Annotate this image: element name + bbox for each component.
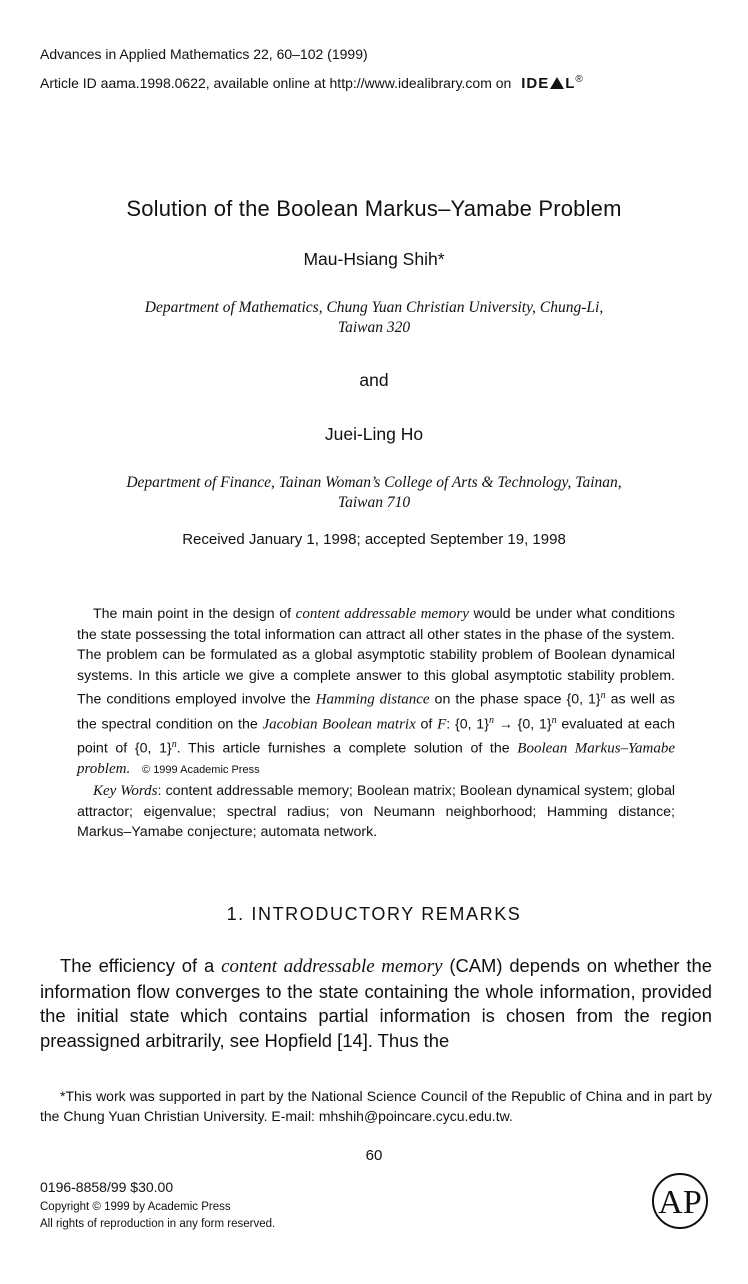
body-paragraph-text (40, 954, 712, 1053)
abstract-text: as well as the spectral condition on the (77, 692, 676, 733)
footer-rights: All rights of reproduction in any form reserved. (40, 1218, 276, 1230)
author-2-affiliation-line-2: Taiwan 710 (337, 494, 411, 511)
author-2-affiliation-line-1: Department of Finance, Tainan Woman’s College of Arts & Technology, Tainan, (126, 474, 622, 491)
abstract-text: The main point in the design of (93, 606, 296, 622)
author-2-affiliation (0, 473, 748, 513)
ideal-logo-text-end: L (565, 75, 576, 92)
ideal-registered-mark: ® (575, 74, 584, 85)
footer-issn: 0196-8858/99 $30.00 (40, 1179, 174, 1195)
body-paragraph (40, 954, 712, 1053)
journal-citation: Advances in Applied Mathematics 22, 60–102 (1999) (40, 46, 368, 62)
abstract-superscript: n (171, 739, 177, 751)
author-conjunction: and (359, 370, 389, 390)
abstract (77, 604, 675, 843)
abstract-superscript: n (551, 714, 557, 726)
author-1-affiliation-line-2: Taiwan 320 (337, 319, 411, 336)
author-1: Mau-Hsiang Shih* (303, 249, 445, 269)
section-heading: 1. INTRODUCTORY REMARKS (226, 904, 522, 924)
ap-logo-letters: AP (658, 1184, 702, 1221)
academic-press-logo-icon (651, 1172, 709, 1230)
abstract-text: evaluated at each point of {0, 1} (77, 716, 676, 757)
abstract-symbol-F: F (437, 716, 447, 733)
abstract-term-hamming: Hamming distance (315, 692, 430, 709)
abstract-superscript: n (488, 714, 494, 726)
page-number: 60 (365, 1147, 383, 1164)
abstract-paragraph (77, 604, 675, 781)
author-1-affiliation-line-1: Department of Mathematics, Chung Yuan Christian University, Chung-Li, (144, 299, 604, 316)
footnote-text: *This work was supported in part by the National Science Council of the Republic of China and in part by the Chung Yuan Christian University. E-mail: mhshih@poincare.cycu.edu.tw. (40, 1088, 712, 1124)
key-words (77, 781, 675, 843)
body-text: The efficiency of a (60, 955, 222, 976)
abstract-text: : {0, 1} (446, 716, 489, 733)
author-2: Juei-Ling Ho (324, 424, 424, 444)
article-id-line (40, 71, 584, 93)
abstract-copyright: © 1999 Academic Press (142, 764, 260, 777)
body-term-cam: content addressable memory (221, 956, 443, 977)
abstract-term-jacobian: Jacobian Boolean matrix (262, 716, 416, 733)
abstract-text: would be under what conditions the state possessing the total information can attract all other states in the phase of the system. The problem can be formulated as a global asymptotic stability problem of Boolean dynamical systems. In this article we give a complete answer to this global asymptotic stability problem. The conditions employed involve the (77, 606, 675, 709)
abstract-text: on the phase space {0, 1} (429, 692, 601, 709)
ideal-logo (521, 71, 584, 93)
abstract-term-cam: content addressable memory (295, 606, 469, 622)
abstract-text: → {0, 1} (493, 716, 552, 733)
author-1-affiliation (0, 298, 748, 338)
footer-copyright: Copyright © 1999 by Academic Press (40, 1201, 231, 1213)
paper-title: Solution of the Boolean Markus–Yamabe Problem (126, 196, 622, 221)
received-dates: Received January 1, 1998; accepted September 19, 1998 (182, 531, 566, 548)
abstract-superscript: n (600, 690, 606, 702)
article-id-text: Article ID aama.1998.0622, available online at http://www.idealibrary.com on (40, 75, 512, 91)
key-words-label: Key Words (93, 782, 158, 799)
footnote (40, 1086, 712, 1126)
body-text: (CAM) depends on whether the information flow converges to the state containing the whole information, provided the initial state which contains partial information is chosen from the region preassigned arbitrarily, see Hopfield [14]. Thus the (40, 955, 712, 1051)
ideal-logo-arrow-icon (550, 77, 564, 89)
abstract-text: of (415, 716, 438, 733)
ideal-logo-text: IDE (521, 75, 550, 92)
key-words-list: : content addressable memory; Boolean matrix; Boolean dynamical system; global attractor; eigenvalue; spectral radius; von Neumann neighborhood; Hamming distance; Markus–Yamabe conjecture; automata network. (77, 782, 675, 841)
abstract-term-bmy: Boolean Markus–Yamabe problem. (77, 740, 675, 778)
abstract-text: . This article furnishes a complete solution of the (176, 740, 518, 757)
